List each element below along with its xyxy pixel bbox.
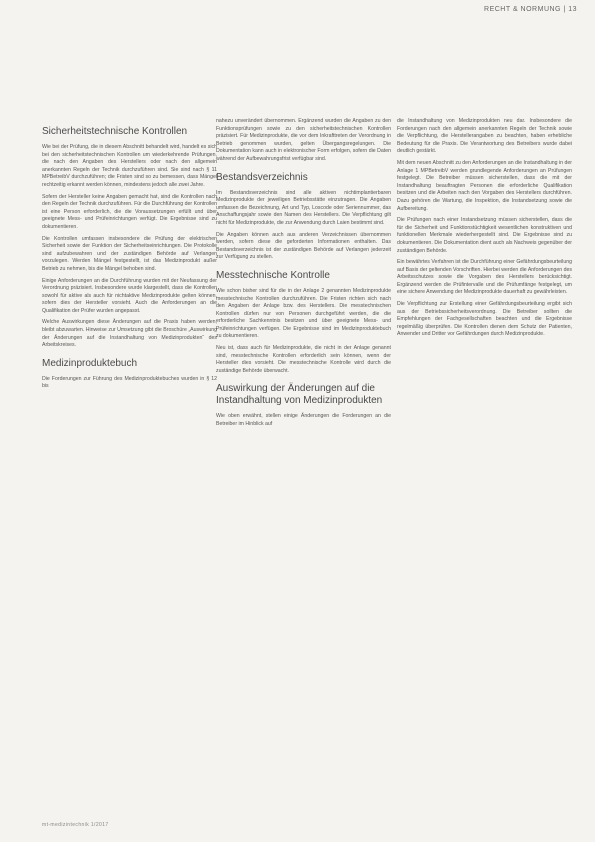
running-header: RECHT & NORMUNG | 13 (484, 6, 577, 13)
paragraph: Die Forderungen zur Führung des Medizinproduktebuches wurden in § 12 bis (42, 375, 217, 390)
paragraph: Die Angaben können auch aus anderen Verzeichnissen übernommen werden, sofern diese die geforderten Informationen enthalten. Das Bestandsverzeichnis ist der zuständigen Behörde auf Verlangen jederzeit zur Verfügung zu stellen. (216, 231, 391, 261)
section-heading: Bestandsverzeichnis (216, 171, 308, 183)
paragraph: Mit dem neuen Abschnitt zu den Anforderungen an die Instandhaltung in der Anlage 1 MPBetreibV werden grundlegende Anforderungen an Prüfungen festgelegt. Die Betreiber müssen sicherstellen, dass die mit der Instandhaltung beauftragten Personen die erforderliche Qualifikation besitzen und die Arbeiten nach den Vorgaben des Herstellers durchführen. Dazu gehören die Wartung, die Inspektion, die Instandsetzung sowie die Aufbereitung. (397, 159, 572, 212)
paragraph: nahezu unverändert übernommen. Ergänzend wurden die Angaben zu den Funktionsprüfungen sowie zu den sicherheitstechnischen Kontrollen präzisiert. Für Medizinprodukte, die vor dem Inkrafttreten der Verordnung in Betrieb genommen wurden, gelten Übergangsregelungen. Die Dokumentation kann auch in elektronischer Form erfolgen, sofern die Daten während der Aufbewahrungsfrist verfügbar sind. (216, 118, 391, 162)
paragraph: Sofern der Hersteller keine Angaben gemacht hat, sind die Kontrollen nach den Regeln der Technik durchzuführen. Für die Durchführung der Kontrollen ist eine Person erforderlich, die die Voraussetzungen erfüllt und über geeignete Mess- und Prüfeinrichtungen verfügt. Die Ergebnisse sind zu dokumentieren. (42, 193, 217, 230)
section-heading: Sicherheitstechnische Kontrollen (42, 126, 188, 137)
paragraph: Die Verpflichtung zur Erstellung einer Gefährdungsbeurteilung ergibt sich aus der Betriebssicherheitsverordnung. Die Betreiber sollten die Empfehlungen der Fachgesellschaften beachten und die Ergebnisse regelmäßig überprüfen. Die Kontrollen dienen dem Schutz der Patienten, Anwender und Dritter vor Gefährdungen durch Medizinprodukte. (397, 301, 572, 338)
section-heading: Auswirkung der Änderungen auf die Instandhaltung von Medizinprodukten (216, 383, 383, 407)
text-column-middle (216, 118, 391, 823)
section-heading: Medizinproduktebuch (42, 357, 138, 369)
paragraph: Einige Anforderungen an die Durchführung wurden mit der Neufassung der Verordnung präzisiert. Insbesondere wurde klargestellt, dass die Kontrollen sowohl für aktive als auch für nichtaktive Medizinprodukte gelten können, sofern dies der Hersteller vorsieht. Auch die Anforderungen an die Qualifikation der Prüfer wurden angepasst. (42, 277, 217, 314)
text-column-right (397, 118, 572, 823)
paragraph: Ein bewährtes Verfahren ist die Durchführung einer Gefährdungsbeurteilung auf Basis der geltenden Vorschriften. Hierbei werden die Anforderungen des Arbeitsschutzes sowie die Vorgaben des Herstellers berücksichtigt. Ergänzend werden die Prüfintervalle und die Prüfumfänge festgelegt, um eine sichere Anwendung der Medizinprodukte dauerhaft zu gewährleisten. (397, 259, 572, 296)
paragraph: Wie oben erwähnt, stellen einige Änderungen die Forderungen an die Betreiber im Hinblick auf (216, 413, 391, 428)
paragraph: Im Bestandsverzeichnis sind alle aktiven nichtimplantierbaren Medizinprodukte der jeweiligen Betriebsstätte einzutragen. Die Angaben umfassen die Bezeichnung, Art und Typ, Loscode oder Seriennummer, das Anschaffungsjahr sowie den Namen des Herstellers. Die Verpflichtung gilt nicht für Medizinprodukte, die zur Anwendung durch Laien bestimmt sind. (216, 189, 391, 226)
paragraph: Welche Auswirkungen diese Änderungen auf die Praxis haben werden, bleibt abzuwarten. Hinweise zur Umsetzung gibt die Broschüre „Auswirkung der Änderungen auf die Instandhaltung von Medizinprodukten“ des Arbeitskreises. (42, 319, 217, 349)
text-column-left (42, 118, 217, 823)
section-heading: Messtechnische Kontrolle (216, 269, 330, 281)
page-footer: mt-medizintechnik 1/2017 (42, 822, 109, 828)
paragraph: Neu ist, dass auch für Medizinprodukte, die nicht in der Anlage genannt sind, messtechnische Kontrollen erforderlich sein können, wenn der Hersteller dies vorsieht. Die messtechnische Kontrolle wird durch die zuständige Behörde überwacht. (216, 345, 391, 374)
paragraph: die Instandhaltung von Medizinprodukten neu dar. Insbesondere die Forderungen nach den allgemein anerkannten Regeln der Technik sowie die Verpflichtung, die Herstellerangaben zu beachten, haben erhebliche Bedeutung für die Praxis. Die Verantwortung des Betreibers wurde dabei deutlich gestärkt. (397, 118, 572, 155)
paragraph: Die Kontrollen umfassen insbesondere die Prüfung der elektrischen Sicherheit sowie der Funktion der Sicherheitseinrichtungen. Die Protokolle sind aufzubewahren und der zuständigen Behörde auf Verlangen vorzulegen. Werden Mängel festgestellt, ist das Medizinprodukt außer Betrieb zu nehmen, bis die Mängel behoben sind. (42, 235, 217, 272)
paragraph: Die Prüfungen nach einer Instandsetzung müssen sicherstellen, dass die für die Sicherheit und Funktionstüchtigkeit wesentlichen konstruktiven und funktionellen Merkmale wiederhergestellt sind. Die Ergebnisse sind zu dokumentieren. Die Dokumentation dient auch als Nachweis gegenüber der zuständigen Behörde. (397, 217, 572, 254)
paragraph: Wie bei der Prüfung, die in diesem Abschnitt behandelt wird, handelt es sich bei den sicherheitstechnischen Kontrollen um wiederkehrende Prüfungen, die nach den Angaben des Herstellers oder nach den allgemein anerkannten Regeln der Technik durchzuführen sind. Sie sind nach § 11 MPBetreibV durchzuführen; die Fristen sind so zu bemessen, dass Mängel rechtzeitig erkannt werden können, mindestens jedoch alle zwei Jahre. (42, 144, 217, 188)
paragraph: Wie schon bisher sind für die in der Anlage 2 genannten Medizinprodukte messtechnische Kontrollen durchzuführen. Die Fristen richten sich nach den Angaben der Anlage bzw. des Herstellers. Die messtechnischen Kontrollen dürfen nur von Personen durchgeführt werden, die die erforderliche Sachkenntnis besitzen und über geeignete Mess- und Prüfeinrichtungen verfügen. Die Ergebnisse sind im Medizinproduktebuch zu dokumentieren. (216, 287, 391, 340)
